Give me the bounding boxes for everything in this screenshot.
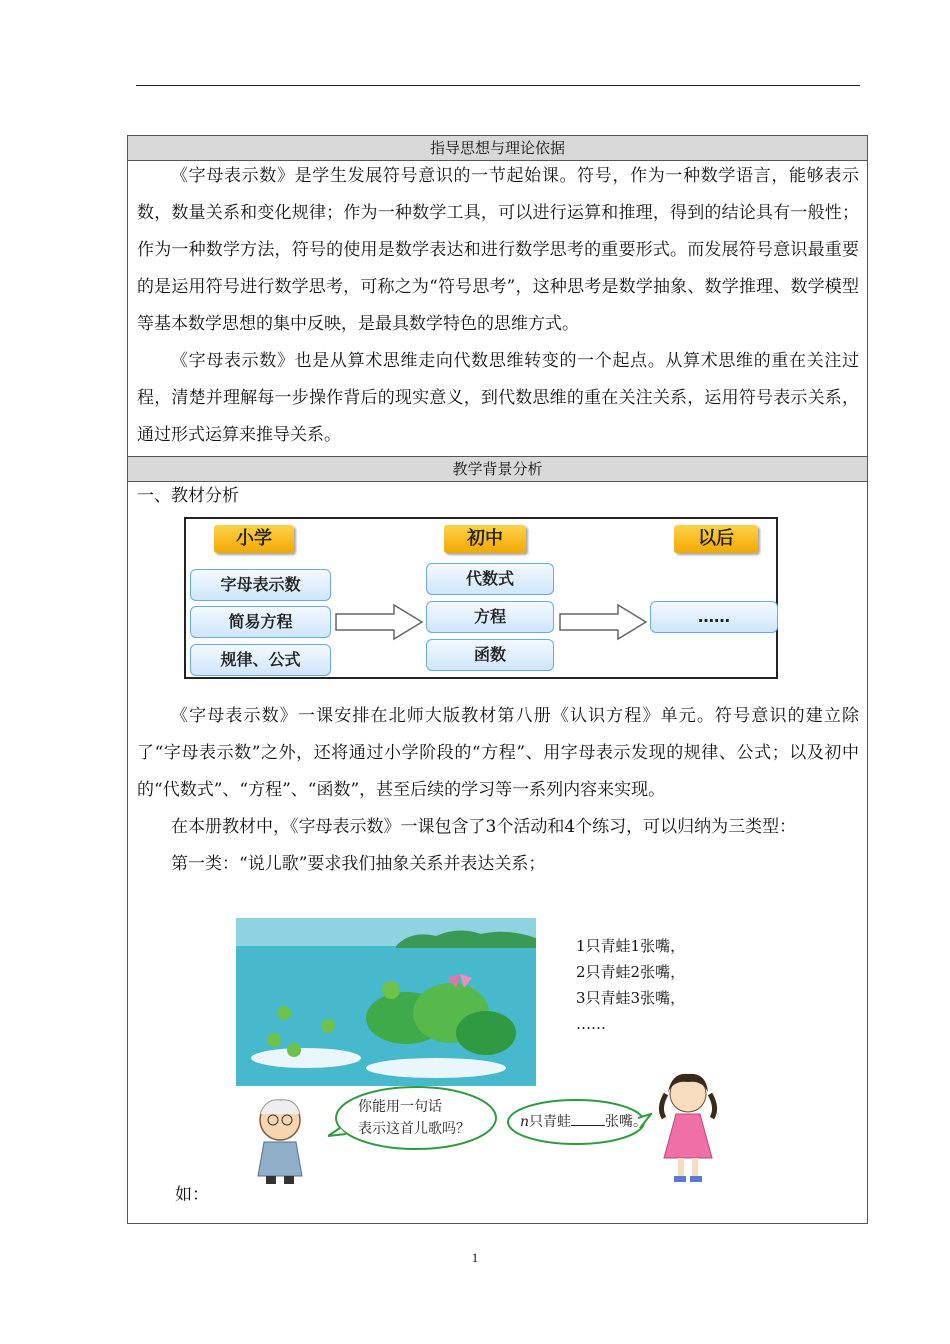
section-title-background: 教学背景分析 (128, 456, 867, 482)
curriculum-diagram (184, 517, 778, 679)
arrow-right-icon (334, 602, 426, 642)
question-line-1: 你能用一句话 (358, 1099, 442, 1115)
answer-prefix: 只青蛙 (529, 1114, 572, 1130)
textbook-paragraph-2: 在本册教材中，《字母表示数》一课包含了3个活动和4个练习，可以归纳为三类型： (171, 817, 797, 837)
rhyme-line-4: …… (576, 1015, 606, 1033)
subheading-textbook-analysis: 一、教材分析 (137, 486, 239, 506)
textbook-paragraph-3: 第一类：“说儿歌”要求我们抽象关系并表达关系； (171, 854, 546, 874)
answer-variable: n (520, 1114, 530, 1130)
question-line-2: 表示这首儿歌吗？ (358, 1121, 470, 1137)
section-title-guiding: 指导思想与理论依据 (128, 136, 867, 161)
rhyme-line-2: 2只青蛙2张嘴， (576, 963, 686, 981)
middle-item-functions: 函数 (426, 639, 554, 671)
header-rule (136, 85, 860, 86)
question-bubble (328, 1084, 498, 1156)
textbook-text (137, 698, 859, 883)
arrow-right-icon (558, 602, 650, 642)
answer-suffix: 张嘴。 (605, 1114, 648, 1130)
guiding-text (137, 158, 859, 454)
answer-blank (571, 1125, 605, 1126)
grandpa-character-icon (246, 1094, 318, 1186)
primary-item-equations: 简易方程 (190, 606, 331, 638)
lesson-table (127, 135, 868, 1224)
textbook-paragraph-1: 《字母表示数》一课安排在北师大版教材第八册《认识方程》单元。符号意识的建立除了“字母表示数”之外，还将通过小学阶段的“方程”、用字母表示发现的规律、公式；以及初中的“代数式”、“方程”、“函数”，甚至后续的学习等一系列内容来实现。 (137, 706, 859, 800)
frog-pond-illustration (236, 918, 536, 1086)
rhyme-line-1: 1只青蛙1张嘴， (576, 937, 686, 955)
page-number: 1 (471, 1250, 479, 1265)
answer-bubble (506, 1096, 652, 1148)
middle-item-equations: 方程 (426, 601, 554, 633)
frog-rhyme (576, 933, 685, 1037)
rhyme-line-3: 3只青蛙3张嘴， (576, 989, 686, 1007)
primary-item-rules: 规律、公式 (190, 644, 331, 676)
guiding-paragraph-1: 《字母表示数》是学生发展符号意识的一节起始课。符号，作为一种数学语言，能够表示数，数量关系和变化规律；作为一种数学工具，可以进行运算和推理，得到的结论具有一般性；作为一种数学方法，符号的使用是数学表达和进行数学思考的重要形式。而发展符号意识最重要的是运用符号进行数学思考，可称之为“符号思考”，这种思考是数学抽象、数学推理、数学模型等基本数学思想的集中反映，是最具数学特色的思维方式。 (137, 166, 859, 334)
stage-primary-tag: 小学 (214, 525, 294, 553)
primary-item-letters: 字母表示数 (190, 569, 331, 601)
girl-character-icon (652, 1068, 724, 1186)
example-label: 如： (175, 1185, 209, 1205)
stage-middle-tag: 初中 (444, 525, 526, 553)
guiding-paragraph-2: 《字母表示数》也是从算术思维走向代数思维转变的一个起点。从算术思维的重在关注过程，清楚并理解每一步操作背后的现实意义，到代数思维的重在关注关系，运用符号表示关系，通过形式运算来推导关系。 (137, 351, 859, 445)
later-item: …… (650, 601, 778, 633)
stage-later-tag: 以后 (674, 525, 758, 553)
middle-item-algebraic: 代数式 (426, 563, 554, 595)
